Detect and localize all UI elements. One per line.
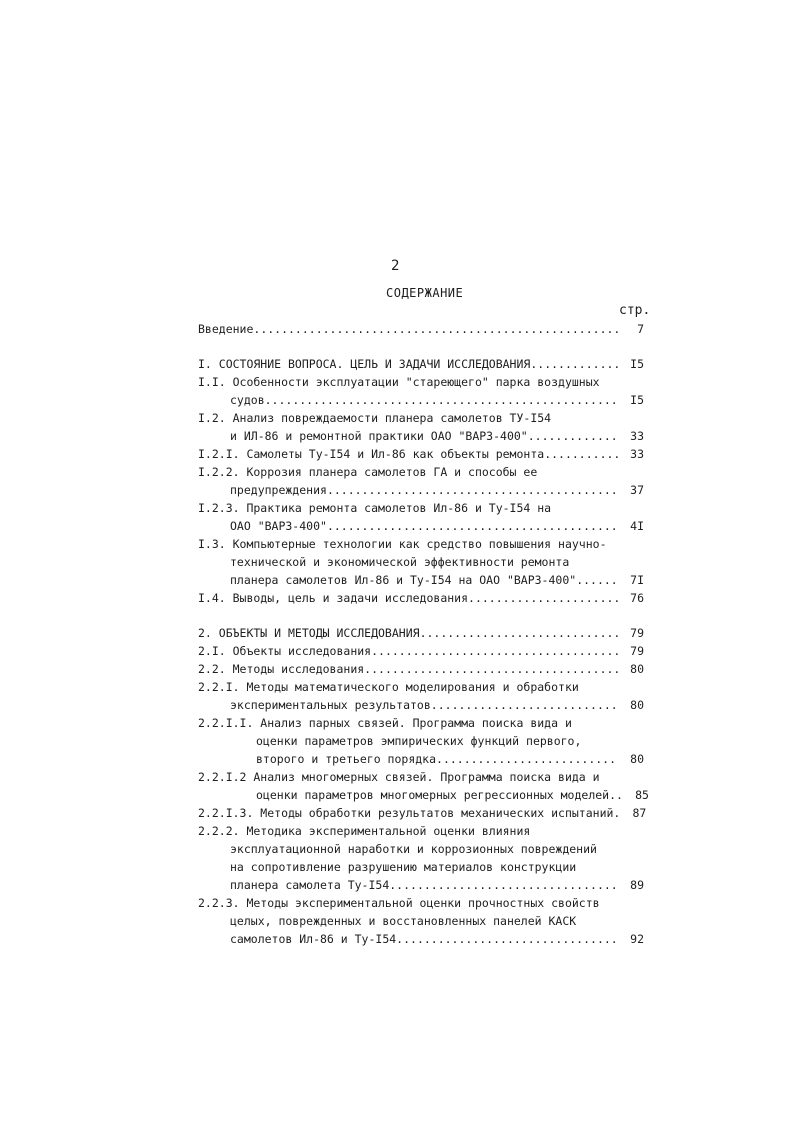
- toc-entry-title: I.3. Компьютерные технологии как средство повышения научно-: [198, 537, 607, 551]
- toc-entry-page: 33: [630, 429, 644, 443]
- toc-entry-title-continued: судов: [230, 393, 265, 407]
- toc-entry-page: 4I: [630, 519, 644, 533]
- leader-dots: [371, 642, 618, 660]
- toc-entry-page: 92: [630, 932, 644, 946]
- toc-entry-title: I.2.I. Самолеты Ту-I54 и Ил-86 как объекты ремонта: [198, 447, 545, 461]
- leader-dots: [544, 445, 618, 463]
- table-of-contents: [198, 320, 649, 948]
- toc-entry-title: 2.2.I.2 Анализ многомерных связей. Программа поиска вида и: [198, 770, 600, 784]
- toc-entry-title-continued: и ИЛ-86 и ремонтной практики ОАО "ВАРЗ-400": [230, 429, 528, 443]
- toc-entry-page: 87: [632, 806, 647, 820]
- toc-entry-title-continued: целых, поврежденных и восстановленных панелей КАСК: [230, 914, 577, 928]
- toc-entry-title-continued: эксплуатационной наработки и коррозионных повреждений: [230, 842, 597, 856]
- leader-dots: [253, 320, 618, 338]
- toc-entry: [198, 660, 644, 678]
- toc-entry-title-continued: предупреждения: [230, 483, 327, 497]
- toc-entry-title: I. СОСТОЯНИЕ ВОПРОСА. ЦЕЛЬ И ЗАДАЧИ ИССЛЕДОВАНИЯ: [198, 357, 531, 371]
- toc-entry-page: 85: [635, 788, 649, 802]
- toc-entry: [198, 355, 644, 373]
- toc-entry: [198, 804, 647, 822]
- toc-entry-title: I.2.3. Практика ремонта самолетов Ил-86 и Ту-I54 на: [198, 501, 552, 515]
- toc-entry-page: 79: [630, 626, 644, 640]
- toc-entry-title-continued: планера самолетов Ил-86 и Ту-I54 на ОАО "ВАРЗ-400": [230, 573, 577, 587]
- toc-entry-page: 80: [630, 752, 644, 766]
- leader-dots: [468, 589, 618, 607]
- toc-entry: [198, 678, 644, 714]
- toc-entry-title: Введение: [198, 322, 254, 336]
- toc-entry: [198, 373, 644, 409]
- toc-entry-page: 79: [630, 644, 644, 658]
- toc-entry: [198, 768, 649, 804]
- toc-entry: [198, 714, 644, 768]
- leader-dots: [528, 427, 618, 445]
- toc-entry-title-continued: оценки параметров многомерных регрессионных моделей..: [256, 788, 623, 802]
- toc-entry-title-continued: технической и экономической эффективности ремонта: [230, 555, 570, 569]
- toc-entry: [198, 320, 644, 338]
- leader-dots: [327, 517, 618, 535]
- toc-entry-title-continued: планера самолета Ту-I54: [230, 878, 390, 892]
- toc-entry-page: 89: [630, 878, 644, 892]
- toc-title: СОДЕРЖАНИЕ: [386, 286, 464, 300]
- page-column-header: стр.: [619, 303, 651, 318]
- toc-entry-page: 37: [630, 483, 644, 497]
- toc-entry-title: 2.2.I. Методы математического моделирования и обработки: [198, 680, 579, 694]
- toc-entry-page: 7: [637, 322, 644, 336]
- toc-entry-title: 2.2.2. Методика экспериментальной оценки влияния: [198, 824, 531, 838]
- toc-entry-title-continued: ОАО "ВАРЗ-400": [230, 519, 327, 533]
- toc-entry-title: I.2. Анализ повреждаемости планера самолетов ТУ-I54: [198, 411, 552, 425]
- toc-entry-title-continued: экспериментальных результатов: [230, 698, 431, 712]
- toc-entry-page: 80: [630, 662, 644, 676]
- toc-entry-page: 76: [630, 591, 644, 605]
- toc-entry-title-continued: оценки параметров эмпирических функций первого,: [256, 734, 582, 748]
- toc-entry: [198, 535, 644, 589]
- toc-entry-title: I.I. Особенности эксплуатации "стареющего" парка воздушных: [198, 375, 600, 389]
- toc-entry-page: 80: [630, 698, 644, 712]
- toc-entry-title-continued: самолетов Ил-86 и Ту-I54: [230, 932, 397, 946]
- toc-entry-title: 2.2.I.3. Методы обработки результатов механических испытаний.: [198, 806, 621, 820]
- toc-entry-page: I5: [630, 393, 644, 407]
- toc-entry-title: 2.2. Методы исследования: [198, 662, 365, 676]
- toc-entry-title-continued: на сопротивление разрушению материалов конструкции: [230, 860, 577, 874]
- toc-entry: [198, 409, 644, 445]
- toc-entry-title: I.4. Выводы, цель и задачи исследования: [198, 591, 469, 605]
- toc-entry-page: 7I: [630, 573, 644, 587]
- toc-entry-title: 2.2.3. Методы экспериментальной оценки прочностных свойств: [198, 896, 600, 910]
- leader-dots: [436, 750, 618, 768]
- page-number: 2: [391, 258, 400, 274]
- leader-dots: [431, 696, 618, 714]
- toc-entry-title: 2.2.I.I. Анализ парных связей. Программа поиска вида и: [198, 716, 572, 730]
- leader-dots: [396, 930, 618, 948]
- leader-dots: [576, 571, 618, 589]
- toc-entry: [198, 445, 644, 463]
- toc-entry-title: 2. ОБЪЕКТЫ И МЕТОДЫ ИССЛЕДОВАНИЯ: [198, 626, 420, 640]
- leader-dots: [389, 876, 618, 894]
- toc-entry-title: I.2.2. Коррозия планера самолетов ГА и способы ее: [198, 465, 538, 479]
- leader-dots: [530, 355, 618, 373]
- toc-entry: [198, 463, 644, 499]
- toc-entry-title-continued: второго и третьего порядка: [256, 752, 437, 766]
- leader-dots: [420, 624, 618, 642]
- toc-entry-page: 33: [630, 447, 644, 461]
- section-gap: [198, 338, 644, 355]
- toc-entry: [198, 589, 644, 607]
- toc-entry: [198, 642, 644, 660]
- toc-entry-title: 2.I. Объекты исследования: [198, 644, 372, 658]
- leader-dots: [265, 391, 618, 409]
- toc-entry: [198, 822, 644, 894]
- toc-entry-page: I5: [630, 357, 644, 371]
- toc-entry: [198, 499, 644, 535]
- toc-entry: [198, 894, 644, 948]
- section-gap: [198, 607, 644, 624]
- leader-dots: [327, 481, 618, 499]
- toc-entry: [198, 624, 644, 642]
- leader-dots: [364, 660, 618, 678]
